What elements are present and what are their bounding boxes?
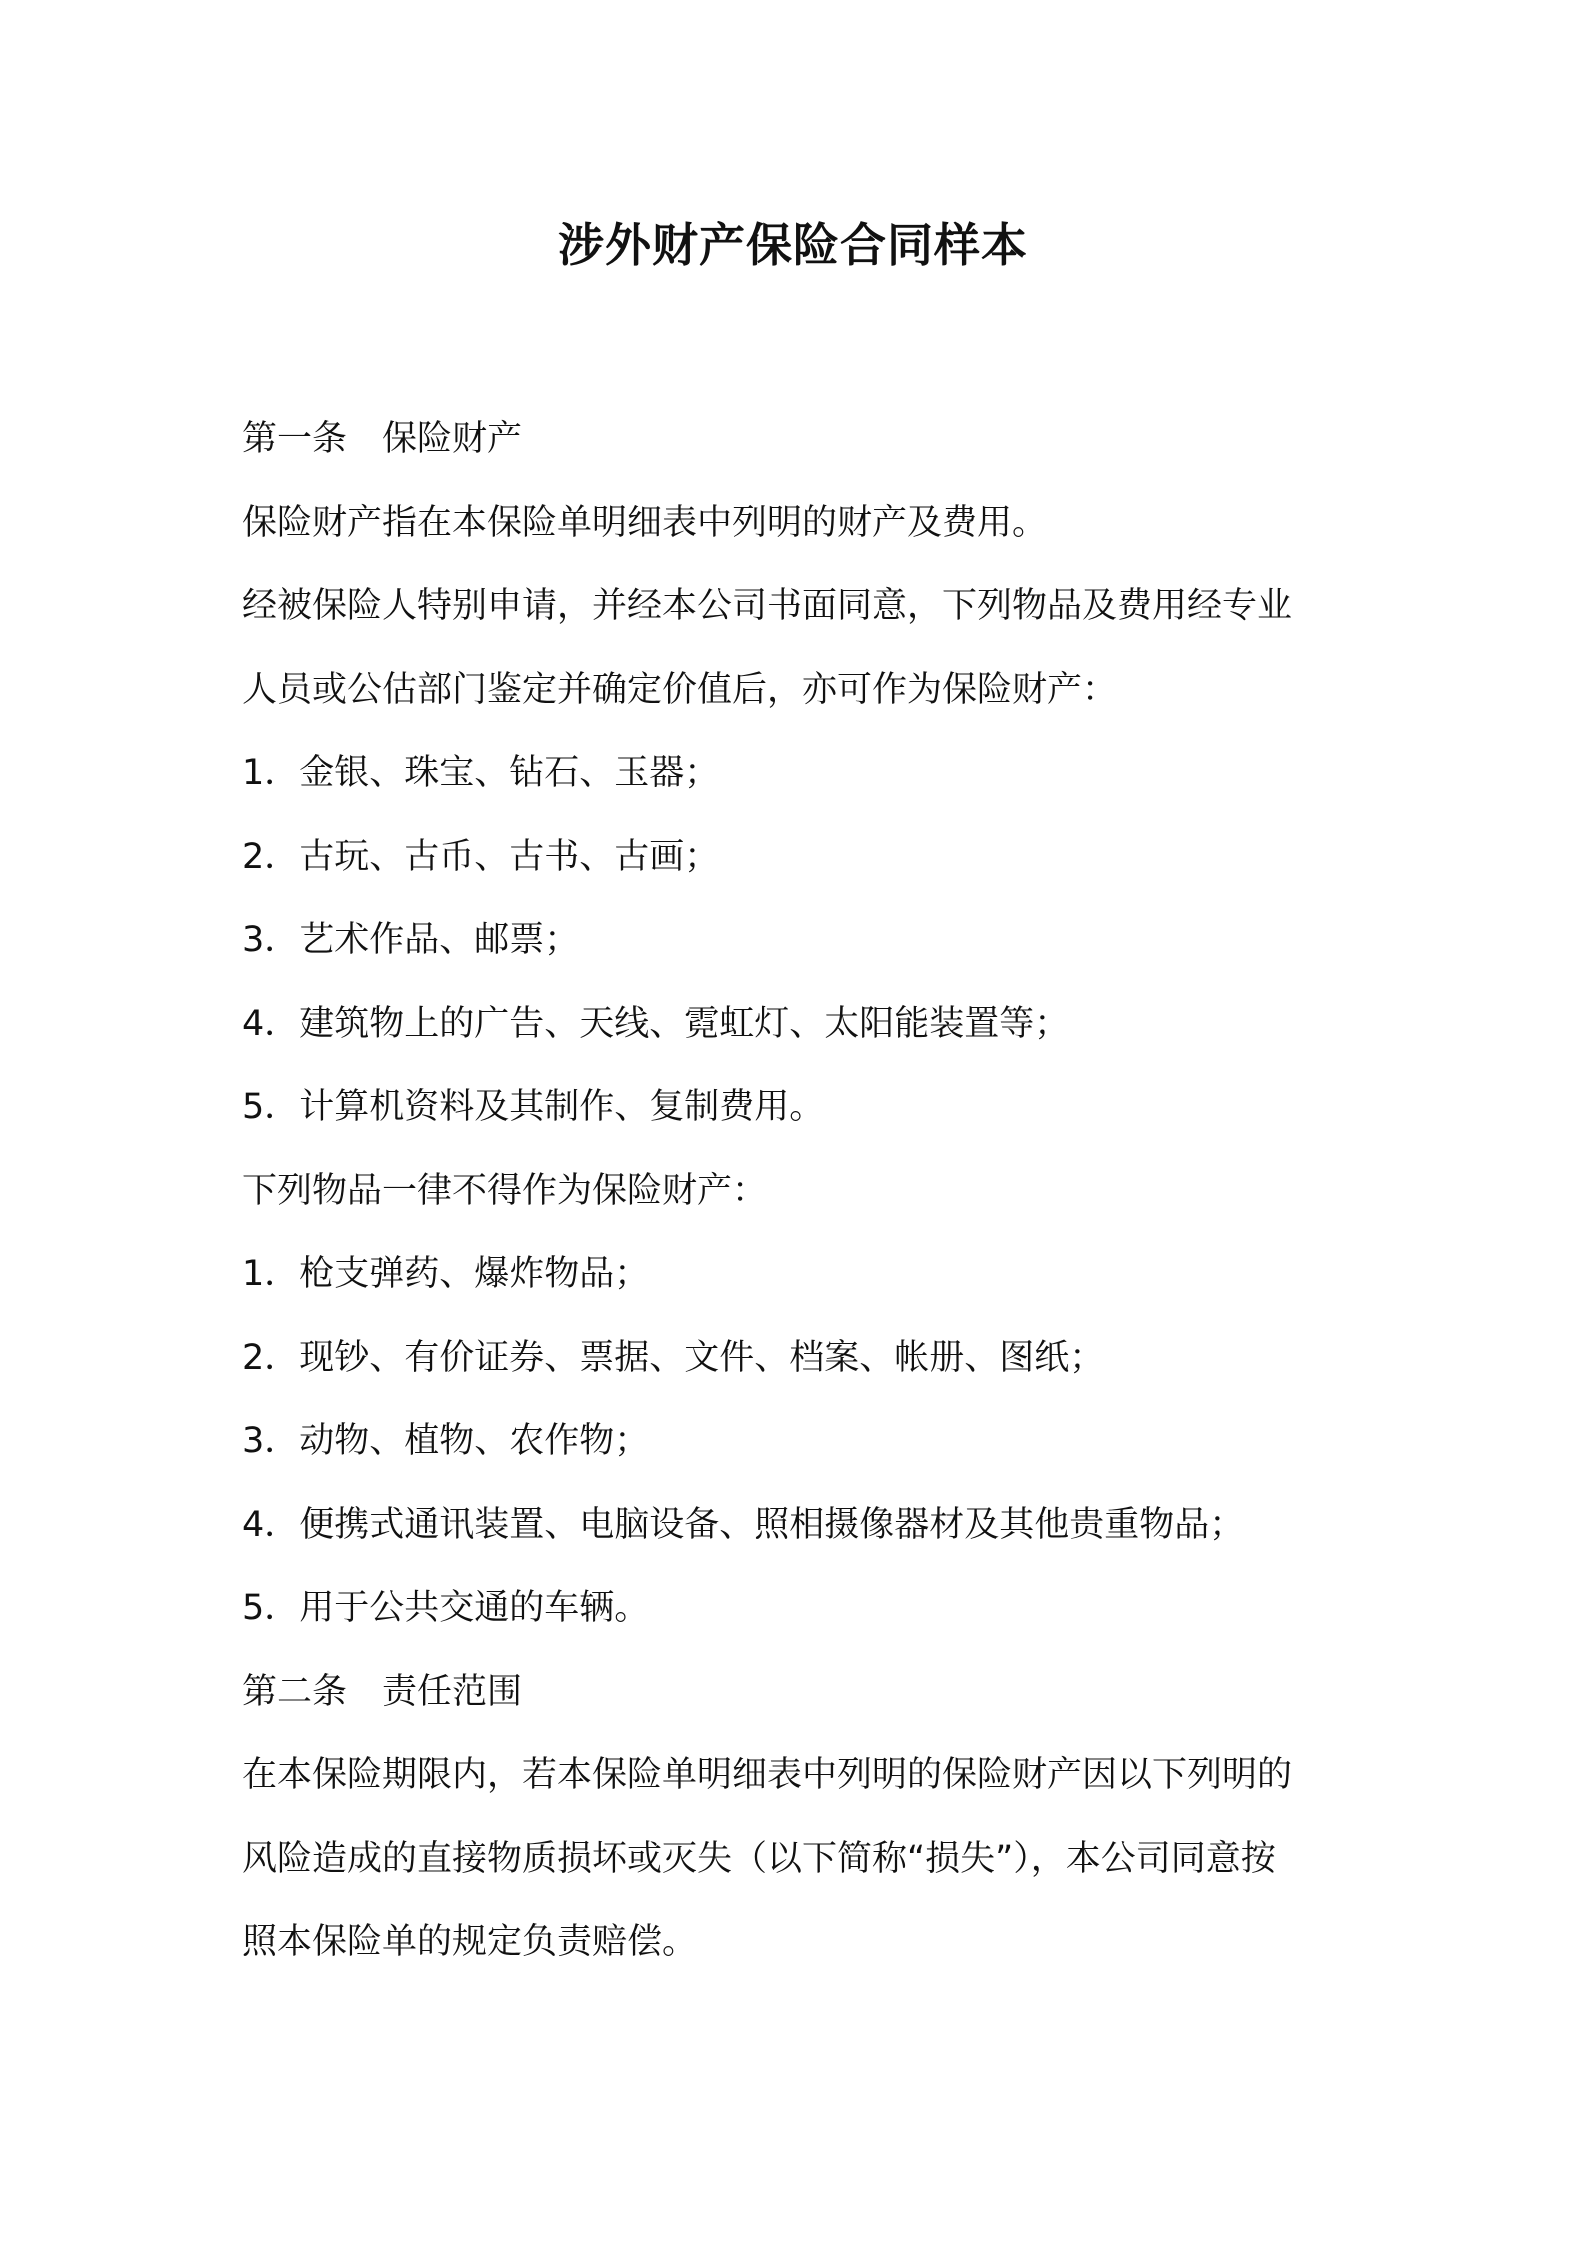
- document-title: 涉外财产保险合同样本: [558, 218, 1028, 272]
- article-heading: 第二条 责任范围: [242, 1671, 523, 1712]
- paragraph-line: 保险财产指在本保险单明细表中列明的财产及费用。: [242, 502, 1048, 543]
- article-heading: 第一条 保险财产: [242, 419, 523, 459]
- list-item: 4．便携式通讯装置、电脑设备、照相摄像器材及其他贵重物品；: [242, 1504, 1245, 1545]
- list-item: 3．动物、植物、农作物；: [242, 1421, 650, 1461]
- list-item: 4．建筑物上的广告、天线、霓虹灯、太阳能装置等；: [242, 1003, 1070, 1044]
- paragraph-line: 人员或公估部门鉴定并确定价值后，亦可作为保险财产：: [242, 669, 1118, 710]
- list-item: 2．现钞、有价证券、票据、文件、档案、帐册、图纸；: [242, 1337, 1105, 1378]
- list-item: 1．金银、珠宝、钻石、玉器；: [242, 753, 720, 793]
- document-body: [242, 398, 1352, 1985]
- paragraph-line: 照本保险单的规定负责赔偿。: [242, 1922, 698, 1962]
- list-item: 1．枪支弹药、爆炸物品；: [242, 1254, 650, 1294]
- paragraph-line: 在本保险期限内，若本保险单明细表中列明的保险财产因以下列明的: [242, 1755, 1293, 1795]
- paragraph-line: 风险造成的直接物质损坏或灭失（以下简称“损失”），本公司同意按: [242, 1838, 1276, 1879]
- list-item: 5．计算机资料及其制作、复制费用。: [242, 1087, 825, 1127]
- list-item: 5．用于公共交通的车辆。: [242, 1588, 650, 1628]
- paragraph-line: 经被保险人特别申请，并经本公司书面同意，下列物品及费用经专业: [242, 586, 1293, 626]
- paragraph-line: 下列物品一律不得作为保险财产：: [242, 1170, 768, 1211]
- list-item: 3．艺术作品、邮票；: [242, 920, 580, 960]
- list-item: 2．古玩、古币、古书、古画；: [242, 836, 720, 877]
